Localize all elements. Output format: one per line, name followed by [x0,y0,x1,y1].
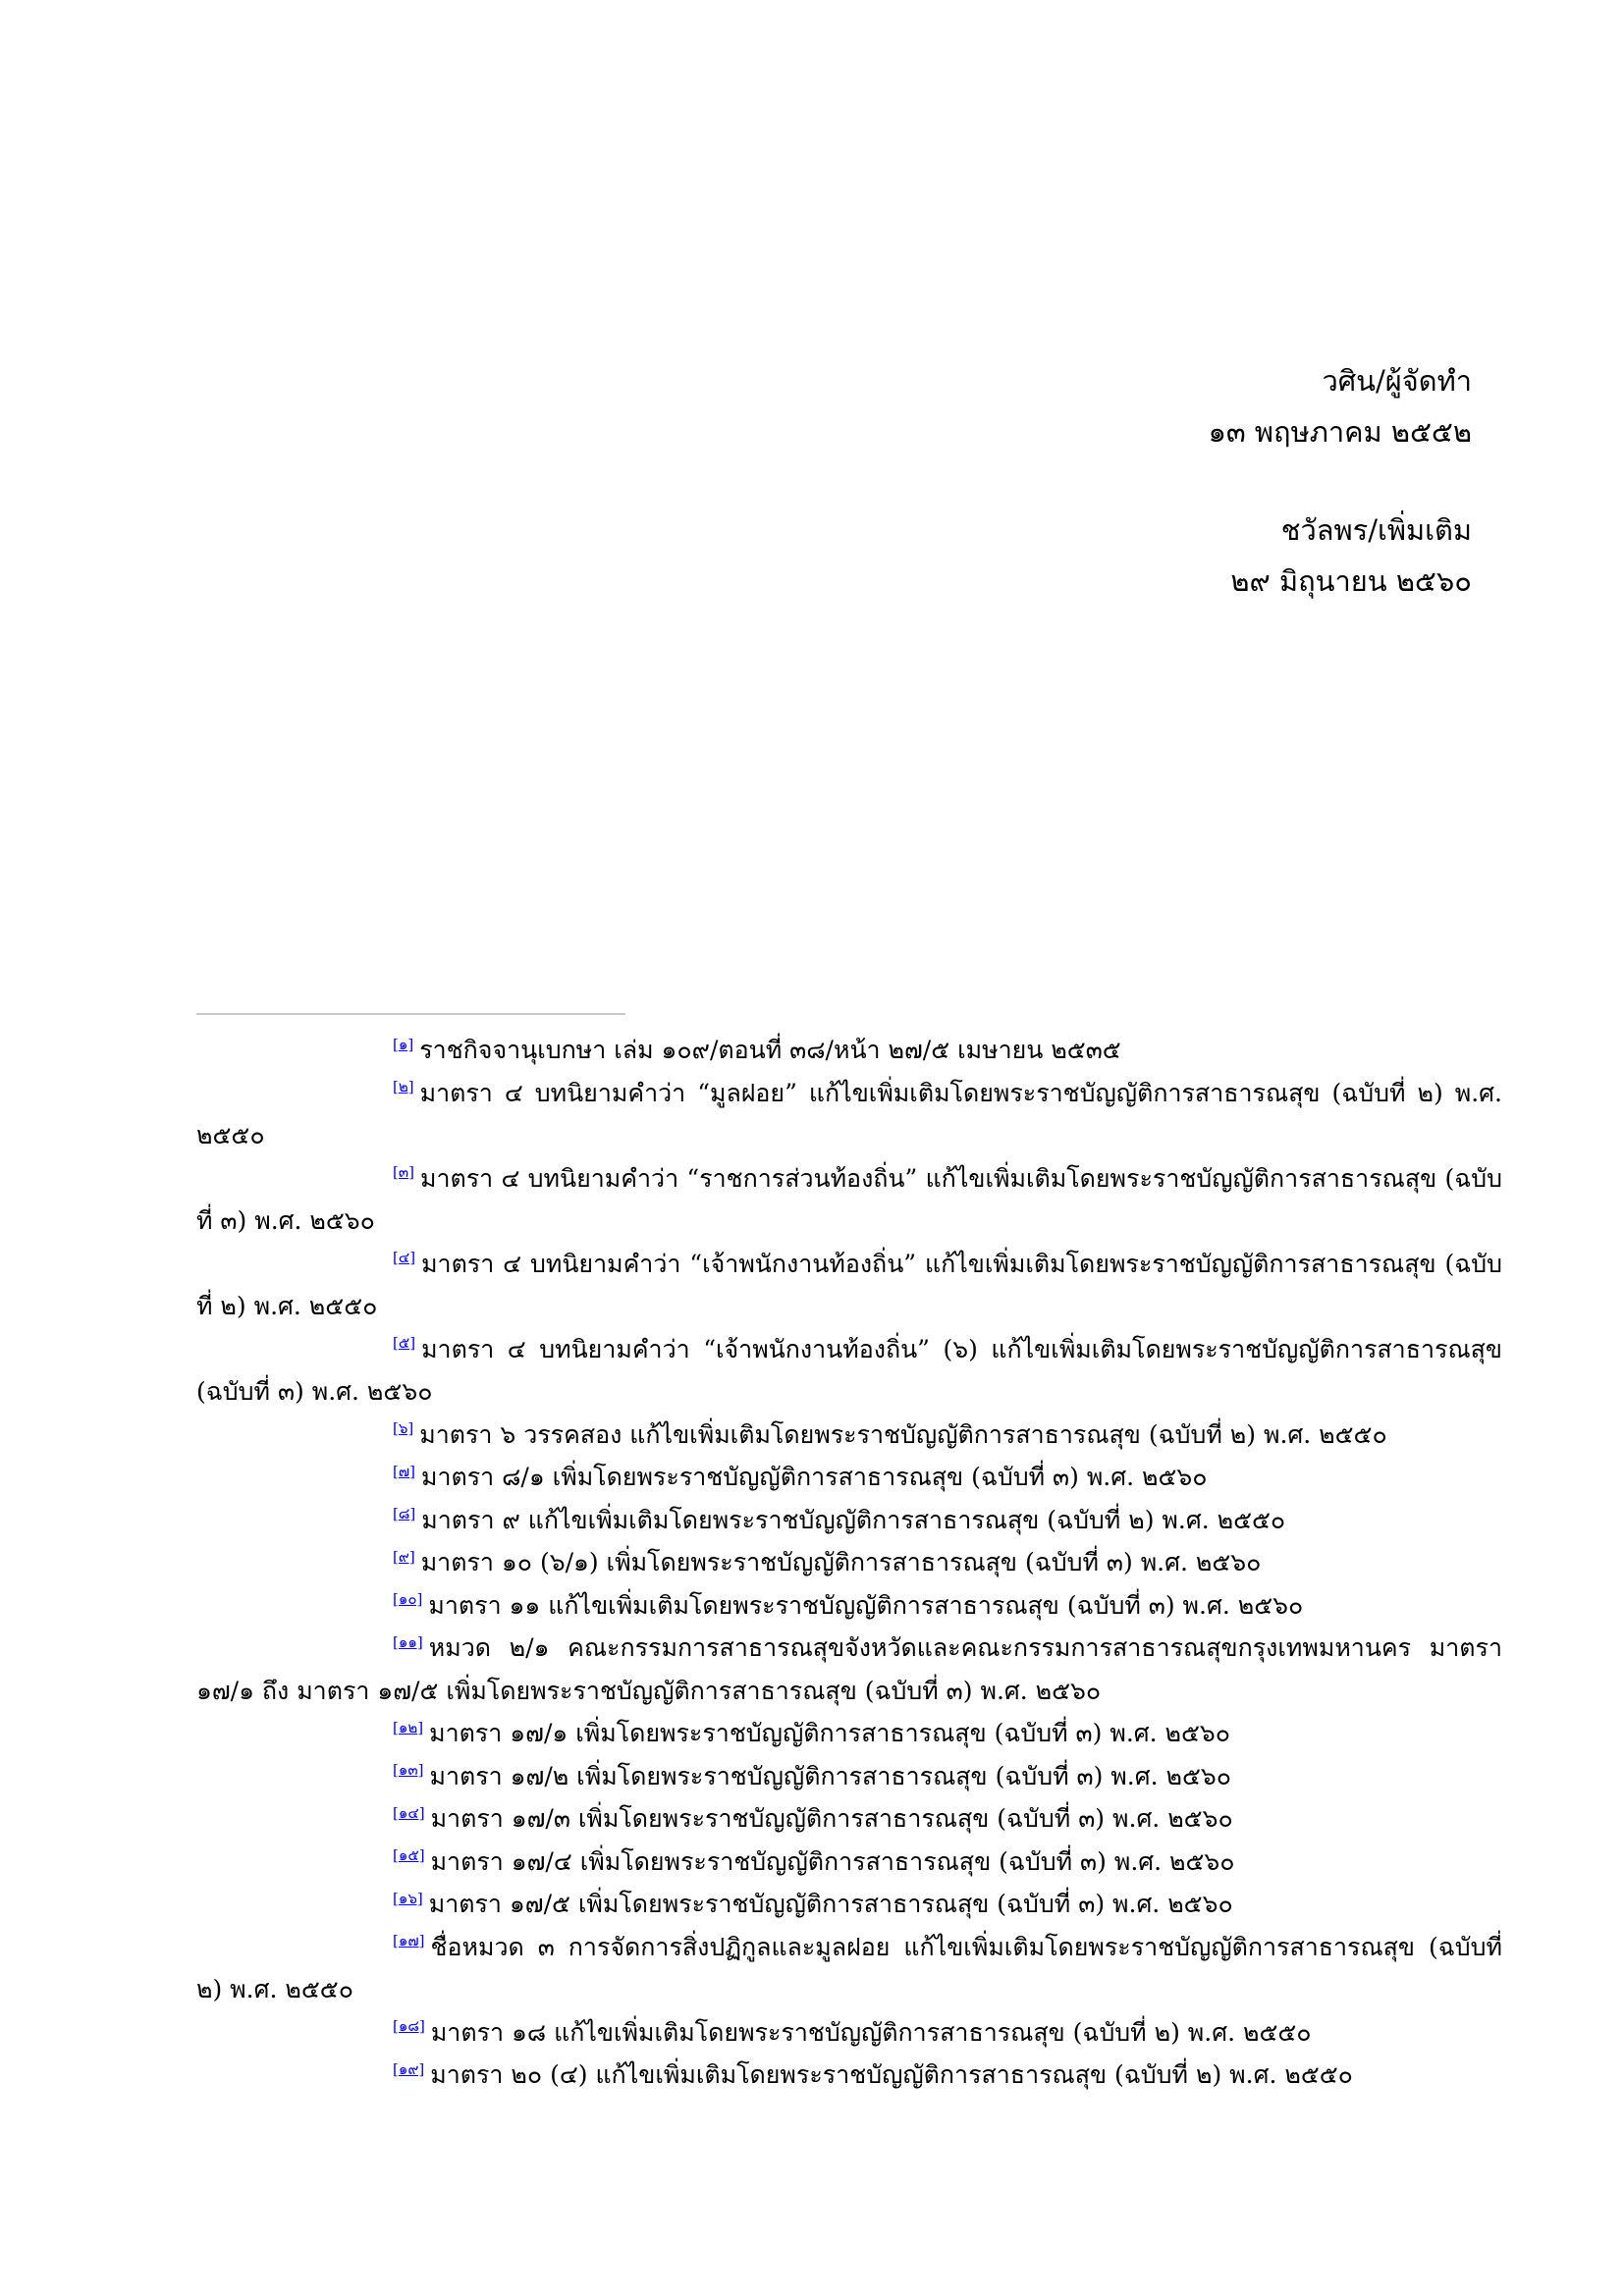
footnote-ref-link[interactable]: [๑๑] [393,1632,423,1651]
footnote-ref-link[interactable]: [๑๖] [393,1889,423,1907]
footnote-text: ราชกิจจานุเบกษา เล่ม ๑๐๙/ตอนที่ ๓๘/หน้า ๒๗/๕ เมษายน ๒๕๓๕ [419,1036,1121,1064]
footnote-item [196,1584,1502,1628]
footnote-text: มาตรา ๒๐ (๔) แก้ไขเพิ่มเติมโดยพระราชบัญญัติการสาธารณสุข (ฉบับที่ ๒) พ.ศ. ๒๕๕๐ [430,2060,1353,2089]
footnote-ref-link[interactable]: [๒] [393,1078,414,1096]
footnote-text: มาตรา ๔ บทนิยามคำว่า “มูลฝอย” แก้ไขเพิ่มเติมโดยพระราชบัญญัติการสาธารณสุข (ฉบับที่ ๒) พ.ศ. ๒๕๕๐ [196,1078,1502,1149]
footnote-item [196,1157,1502,1243]
footnote-item [196,1328,1502,1414]
footnote-item [196,2011,1502,2055]
footnote-text: ชื่อหมวด ๓ การจัดการสิ่งปฏิกูลและมูลฝอย แก้ไขเพิ่มเติมโดยพระราชบัญญัติการสาธารณสุข (ฉบับที่ ๒) พ.ศ. ๒๕๕๐ [196,1932,1502,2003]
footnote-ref-link[interactable]: [๑๗] [393,1932,425,1950]
footnote-text: มาตรา ๘/๑ เพิ่มโดยพระราชบัญญัติการสาธารณสุข (ฉบับที่ ๓) พ.ศ. ๒๕๖๐ [420,1463,1208,1491]
signature-date: ๑๓ พฤษภาคม ๒๕๕๒ [1208,415,1472,449]
footnote-ref-link[interactable]: [๘] [393,1505,416,1523]
footnote-item [196,1243,1502,1328]
footnote-text: มาตรา ๑๑ แก้ไขเพิ่มเติมโดยพระราชบัญญัติการสาธารณสุข (ฉบับที่ ๓) พ.ศ. ๒๕๖๐ [428,1590,1304,1620]
footnote-text: มาตรา ๖ วรรคสอง แก้ไขเพิ่มเติมโดยพระราชบัญญัติการสาธารณสุข (ฉบับที่ ๒) พ.ศ. ๒๕๕๐ [419,1419,1387,1449]
footnote-ref-link[interactable]: [๗] [393,1462,415,1480]
footnote-item [196,1797,1502,1841]
footnote-ref-link[interactable]: [๑๒] [393,1718,424,1736]
footnote-text: มาตรา ๑๐ (๖/๑) เพิ่มโดยพระราชบัญญัติการสาธารณสุข (ฉบับที่ ๓) พ.ศ. ๒๕๖๐ [420,1548,1262,1576]
footnote-item [196,1414,1502,1457]
footnote-ref-link[interactable]: [๑๙] [393,2059,425,2078]
footnote-separator [196,1013,625,1015]
signature-name-role: วศิน/ผู้จัดทำ [1322,364,1472,398]
footnote-item [196,1883,1502,1926]
footnote-item [196,1841,1502,1884]
footnote-ref-link[interactable]: [๔] [393,1249,416,1267]
footnote-item [196,1627,1502,1712]
footnote-list [196,1029,1502,2097]
footnote-text: มาตรา ๙ แก้ไขเพิ่มเติมโดยพระราชบัญญัติการสาธารณสุข (ฉบับที่ ๒) พ.ศ. ๒๕๕๐ [421,1505,1286,1534]
footnote-ref-link[interactable]: [๑๔] [393,1803,425,1822]
signature-block-author [1208,355,1472,457]
footnote-ref-link[interactable]: [๑] [393,1035,414,1053]
footnote-ref-link[interactable]: [๑๘] [393,2017,425,2036]
footnote-text: มาตรา ๔ บทนิยามคำว่า “ราชการส่วนท้องถิ่น” แก้ไขเพิ่มเติมโดยพระราชบัญญัติการสาธารณสุข (ฉบับที่ ๓) พ.ศ. ๒๕๖๐ [196,1163,1502,1235]
footnote-text: มาตรา ๔ บทนิยามคำว่า “เจ้าพนักงานท้องถิ่น” (๖) แก้ไขเพิ่มเติมโดยพระราชบัญญัติการสาธารณสุข (ฉบับที่ ๓) พ.ศ. ๒๕๖๐ [196,1334,1502,1406]
signature-block-editor [1230,505,1472,607]
footnote-ref-link[interactable]: [๖] [393,1419,414,1438]
signature-name-role: ชวัลพร/เพิ่มเติม [1280,513,1472,547]
footnote-text: มาตรา ๑๗/๕ เพิ่มโดยพระราชบัญญัติการสาธารณสุข (ฉบับที่ ๓) พ.ศ. ๒๕๖๐ [428,1890,1233,1918]
footnote-text: มาตรา ๑๗/๓ เพิ่มโดยพระราชบัญญัติการสาธารณสุข (ฉบับที่ ๓) พ.ศ. ๒๕๖๐ [430,1804,1233,1833]
footnote-text: มาตรา ๑๗/๒ เพิ่มโดยพระราชบัญญัติการสาธารณสุข (ฉบับที่ ๓) พ.ศ. ๒๕๖๐ [429,1761,1232,1790]
footnote-ref-link[interactable]: [๑๕] [393,1846,425,1865]
footnote-ref-link[interactable]: [๙] [393,1547,415,1566]
footnote-text: มาตรา ๑๗/๔ เพิ่มโดยพระราชบัญญัติการสาธารณสุข (ฉบับที่ ๓) พ.ศ. ๒๕๖๐ [430,1846,1235,1876]
footnote-item [196,2054,1502,2097]
footnote-text: มาตรา ๑๗/๑ เพิ่มโดยพระราชบัญญัติการสาธารณสุข (ฉบับที่ ๓) พ.ศ. ๒๕๖๐ [429,1719,1231,1747]
footnote-text: หมวด ๒/๑ คณะกรรมการสาธารณสุขจังหวัดและคณะกรรมการสาธารณสุขกรุงเทพมหานคร มาตรา ๑๗/๑ ถึง มาตรา ๑๗/๕ เพิ่มโดยพระราชบัญญัติการสาธารณสุข (ฉบับที่ ๓) พ.ศ. ๒๕๖๐ [196,1633,1502,1705]
footnote-item [196,1456,1502,1499]
footnote-ref-link[interactable]: [๑๓] [393,1761,424,1780]
footnote-item [196,1072,1502,1157]
footnote-item [196,1499,1502,1542]
footnote-item [196,1926,1502,2011]
footnote-text: มาตรา ๔ บทนิยามคำว่า “เจ้าพนักงานท้องถิ่น” แก้ไขเพิ่มเติมโดยพระราชบัญญัติการสาธารณสุข (ฉบับที่ ๒) พ.ศ. ๒๕๕๐ [196,1249,1502,1320]
signature-date: ๒๙ มิถุนายน ๒๕๖๐ [1230,564,1472,598]
footnote-ref-link[interactable]: [๑๐] [393,1590,423,1609]
footnote-item [196,1755,1502,1798]
footnote-text: มาตรา ๑๘ แก้ไขเพิ่มเติมโดยพระราชบัญญัติการสาธารณสุข (ฉบับที่ ๒) พ.ศ. ๒๕๕๐ [430,2017,1312,2047]
footnote-item [196,1541,1502,1584]
footnote-ref-link[interactable]: [๓] [393,1163,414,1182]
footnote-item [196,1029,1502,1072]
footnote-ref-link[interactable]: [๕] [393,1334,416,1353]
footnote-item [196,1712,1502,1755]
